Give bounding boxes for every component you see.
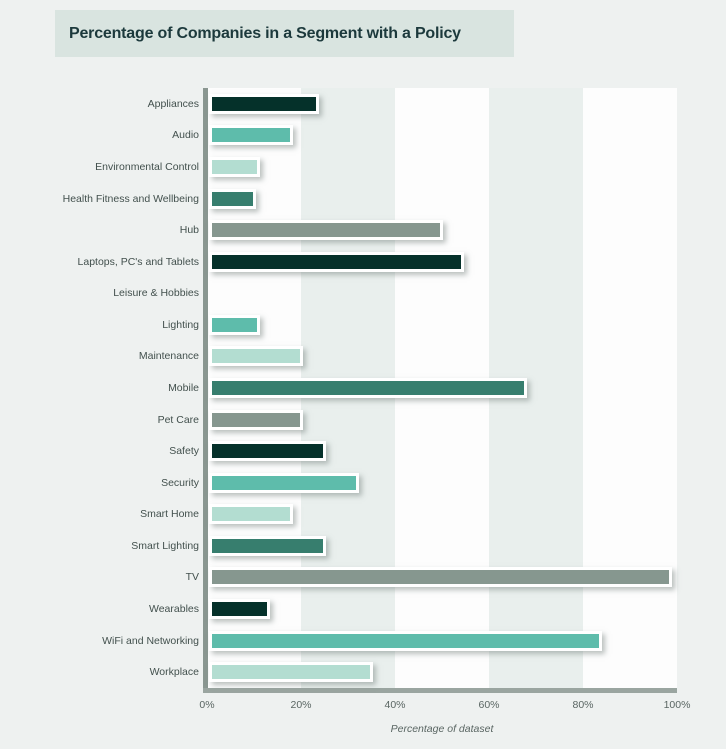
chart-row [0,593,726,625]
bar-track [209,120,679,152]
bar [209,189,256,209]
bar [209,599,270,619]
chart-row [0,467,726,499]
bar-track [209,88,679,120]
category-label: Workplace [149,666,199,679]
chart-row [0,530,726,562]
x-tick-label: 60% [478,699,500,711]
bar [209,157,260,177]
x-tick-label: 0% [199,699,215,711]
x-axis-label: Percentage of dataset [390,723,494,735]
chart-row [0,404,726,436]
chart-row [0,625,726,657]
category-label: Health Fitness and Wellbeing [62,192,199,205]
bar [209,378,527,398]
chart-row [0,499,726,531]
category-label: Appliances [147,97,199,110]
bar-track [209,593,679,625]
chart-row [0,183,726,215]
bar [209,473,359,493]
bar [209,346,303,366]
bar-track [209,372,679,404]
bar-track [209,467,679,499]
bar-track [209,404,679,436]
chart-row [0,435,726,467]
bar-track [209,656,679,688]
bar [209,125,293,145]
chart-row [0,120,726,152]
bar [209,631,602,651]
bar-track [209,499,679,531]
chart-row [0,88,726,120]
chart-row [0,309,726,341]
category-label: Environmental Control [95,160,199,173]
chart-row [0,246,726,278]
category-label: Audio [172,129,199,142]
category-label: TV [185,571,199,584]
bar-track [209,309,679,341]
category-label: Maintenance [138,350,199,363]
category-label: Safety [169,445,199,458]
bar-track [209,341,679,373]
bar-track [209,435,679,467]
category-label: Laptops, PC's and Tablets [77,255,199,268]
bar [209,504,293,524]
category-label: WiFi and Networking [102,634,199,647]
bar [209,220,443,240]
bar [209,315,260,335]
category-label: Lighting [162,318,199,331]
category-label: Leisure & Hobbies [113,287,199,300]
bar-track [209,562,679,594]
bar [209,441,326,461]
bar [209,536,326,556]
x-axis-line [203,688,677,693]
category-label: Smart Lighting [131,539,199,552]
chart-row [0,341,726,373]
chart-row [0,151,726,183]
bar-track [209,530,679,562]
chart-row [0,277,726,309]
x-axis-ticks [0,699,726,713]
bar [209,567,672,587]
chart-row [0,372,726,404]
category-label: Security [161,476,199,489]
bar [209,252,464,272]
x-tick-label: 100% [663,699,691,711]
category-label: Hub [179,224,199,237]
category-label: Smart Home [140,508,199,521]
bar [209,410,303,430]
bar-track [209,214,679,246]
chart-row [0,562,726,594]
category-label: Pet Care [157,413,199,426]
chart-title-box [55,10,514,57]
x-tick-label: 20% [290,699,312,711]
bar-track [209,246,679,278]
bar [209,662,373,682]
bar [209,94,319,114]
category-label: Mobile [168,381,199,394]
bar-rows [0,88,726,688]
x-tick-label: 80% [572,699,594,711]
bar-track [209,151,679,183]
category-label: Wearables [149,603,199,616]
x-tick-label: 40% [384,699,406,711]
bar-track [209,625,679,657]
bar-track [209,277,679,309]
bar-track [209,183,679,215]
chart-row [0,214,726,246]
chart-title: Percentage of Companies in a Segment with a Policy [69,24,461,42]
chart-row [0,656,726,688]
